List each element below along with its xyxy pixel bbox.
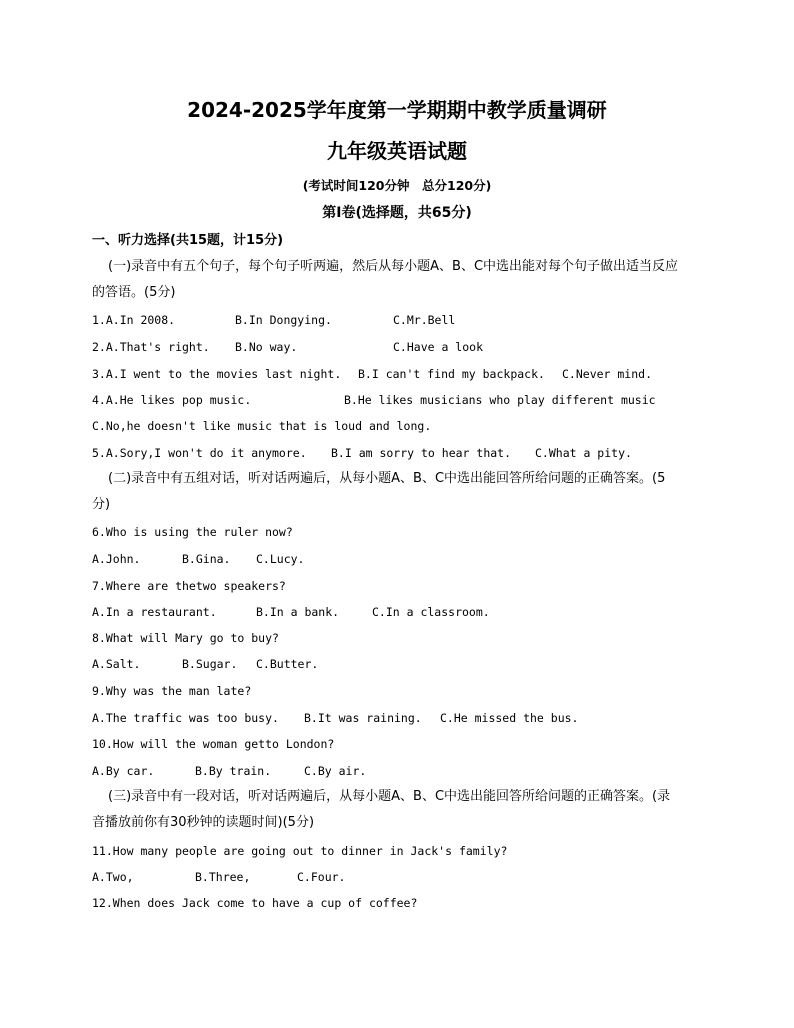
option-c: C.He missed the bus.: [440, 711, 579, 725]
question-4: [92, 392, 712, 408]
question-11-stem: 11.How many people are going out to dinner in Jack's family?: [92, 844, 508, 858]
question-4-option-c: C.No,he doesn't like music that is loud and long.: [92, 419, 432, 433]
option-b: B.No way.: [235, 340, 298, 354]
part1-instruction-line1: (一)录音中有五个句子，每个句子听两遍，然后从每小题A、B、C中选出能对每个句子做出适当反应: [108, 259, 679, 274]
option-c: C.Lucy.: [256, 552, 305, 566]
question-6-options: [92, 551, 712, 567]
question-8-options: [92, 656, 712, 672]
option-c: C.By air.: [304, 764, 367, 778]
option-b: B.Gina.: [182, 552, 231, 566]
option-c: C.What a pity.: [535, 446, 632, 460]
part3-instruction-line1: (三)录音中有一段对话，听对话两遍后，从每小题A、B、C中选出能回答所给问题的正确答案。(录: [108, 789, 671, 804]
question-10-options: [92, 763, 712, 779]
part3-instruction-line2: 音播放前你有30秒钟的读题时间)(5分): [92, 815, 315, 830]
question-5: [92, 445, 712, 461]
volume-title: 第Ⅰ卷(选择题，共65分): [322, 205, 472, 221]
exam-info: (考试时间120分钟 总分120分): [302, 178, 492, 193]
option-c: C.In a classroom.: [372, 605, 490, 619]
question-7-options: [92, 604, 712, 620]
question-10-stem: 10.How will the woman getto London?: [92, 737, 335, 751]
option-a: A.The traffic was too busy.: [92, 711, 279, 725]
option-c: C.Mr.Bell: [393, 313, 456, 327]
option-b: B.In a bank.: [256, 605, 340, 619]
option-a: A.Two,: [92, 870, 134, 884]
option-a: A.John.: [92, 552, 141, 566]
option-b: B.I am sorry to hear that.: [331, 446, 512, 460]
option-c: C.Butter.: [256, 657, 319, 671]
option-a: A.Salt.: [92, 657, 141, 671]
question-1: [92, 312, 712, 328]
part1-instruction-line2: 的答语。(5分): [92, 285, 176, 300]
option-b: B.By train.: [195, 764, 272, 778]
question-6-stem: 6.Who is using the ruler now?: [92, 525, 293, 539]
question-9-stem: 9.Why was the man late?: [92, 684, 252, 698]
option-b: B.In Dongying.: [235, 313, 332, 327]
option-b: B.Sugar.: [182, 657, 238, 671]
question-8-stem: 8.What will Mary go to buy?: [92, 631, 279, 645]
section-heading: 一、听力选择(共15题，计15分): [92, 233, 284, 248]
option-a: 5.A.Sory,I won't do it anymore.: [92, 446, 307, 460]
option-a: 1.A.In 2008.: [92, 313, 176, 327]
question-7-stem: 7.Where are thetwo speakers?: [92, 579, 286, 593]
question-11-options: [92, 869, 712, 885]
option-c: C.Have a look: [393, 340, 484, 354]
question-9-options: [92, 710, 712, 726]
option-c: C.Four.: [297, 870, 346, 884]
option-a: 3.A.I went to the movies last night.: [92, 367, 342, 381]
option-b: B.It was raining.: [304, 711, 422, 725]
option-b: B.I can't find my backpack.: [358, 367, 545, 381]
part2-instruction-line1: (二)录音中有五组对话，听对话两遍后，从每小题A、B、C中选出能回答所给问题的正确答案。(5: [108, 471, 666, 486]
part2-instruction-line2: 分): [92, 497, 111, 512]
question-3: [92, 366, 712, 382]
option-a: A.By car.: [92, 764, 155, 778]
exam-subtitle: 九年级英语试题: [327, 139, 467, 163]
option-a: A.In a restaurant.: [92, 605, 217, 619]
question-2: [92, 339, 712, 355]
option-b: B.He likes musicians who play different music: [344, 393, 656, 407]
exam-title: 2024-2025学年度第一学期期中教学质量调研: [187, 98, 607, 122]
question-12-stem: 12.When does Jack come to have a cup of coffee?: [92, 896, 418, 910]
option-c: C.Never mind.: [562, 367, 653, 381]
option-a: 4.A.He likes pop music.: [92, 393, 252, 407]
option-a: 2.A.That's right.: [92, 340, 210, 354]
option-b: B.Three,: [195, 870, 251, 884]
